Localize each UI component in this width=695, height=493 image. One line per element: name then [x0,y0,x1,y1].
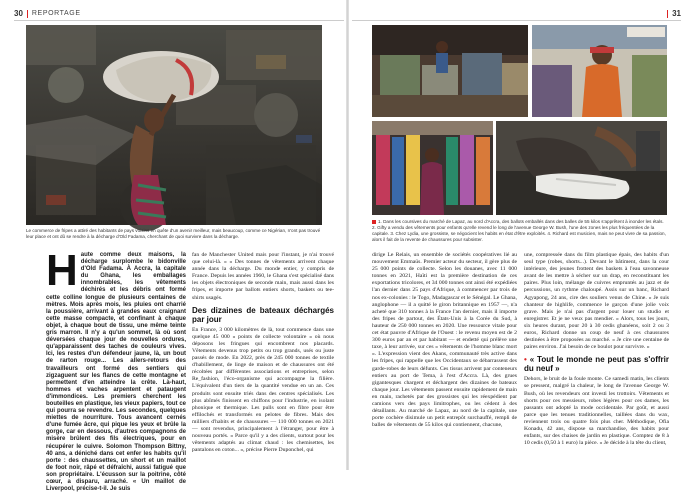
right-caption-text: 1. Dans les coursives du marché de Lapaz, au nord d'Accra, des ballots emballés dans des balles de 55 kilos s'apprêtent à inonder les étals. 2. Gifty a vendu des vêtements pour enfants qu'elle revend le long de l'avenue George W. Bush, l'une des zones les plus fréquentées de la capitale. 3. Chez Lydia, une grossiste, se négocient les habits en état d'être exploités. 4. Richard est musicien, mais ne peut vivre de sa passion, alors il fait de la revente de chaussures pour subsister. [372,219,666,242]
left-folio [14,9,81,18]
right-header-rule [352,20,681,21]
article-subheading-text: « Tout le monde ne peut pas s'offrir du neuf » [524,355,669,374]
right-page-number: 31 [672,9,681,18]
left-photo-caption: Le commerce de fripes a attiré des habitants de pays voisins en quête d'un avenir meilleur, mais beaucoup, comme ce Nigérian, n'ont pas trouvé leur place et ont dû se rendre à la décharge d'Old Fadama, cherchant de quoi survivre dans la décharge. [26,228,321,239]
article-subheading: Des dizaines de bateaux déchargés par jour [192,305,334,324]
subhead-bullet: • [524,355,530,365]
right-text-column-1 [372,252,517,466]
dump-site-photo [26,25,322,225]
right-text-column-2 [524,252,669,466]
article-body: En France, 3 000 kilomètres de là, tout commence dans une quelque 45 000 « points de collecte volontaire » où nous déposons les fringues qui encombrent nos placards. Vêtements devenus trop petits ou trop grands, usés ou juste passés de mode. En 2022, près de 245 000 tonnes de textile d'habillement, de linge de maison et de chaussures ont été récoltées par différentes associations et entreprises, selon Re_fashion, l'éco-organisme qui accompagne la filière. L'équivalent d'un tiers de la quantité vendue en un an. Ces produits sont ensuite triés dans des centres spécialisés. Les plus abîmés finissent en chiffons pour l'industrie, en isolant phonique et thermique. Les pulls sont en fibre pour être effilochés et transformés en pelotes de fibres. Mais des milliers d'habits et de chaussures — 110 000 tonnes en 2021 — sont revendus, principalement à l'étranger, pour être à nouveau portés. « Parce qu'il y a des clients, surtout pour les vêtements adaptés au climat chaud : les chemisettes, les pantalons en coton... », précise Pierre Duponchel, qui [192,326,334,454]
right-photo-caption [372,219,668,243]
left-page-number: 30 [14,9,23,18]
left-text-column-2 [192,252,334,466]
dump-site-illustration [26,25,322,225]
article-body: fan de Manchester United mais pour l'instant, je n'ai trouvé que celui-là. » « Des tonnes de vêtements arrivent chaque année dans la décharge. Du monde entier, y compris de France. Depuis les années 1960, le Ghana s'est spécialisé dans les objets électroniques de seconde main, mais aussi dans les fripes, et importe par ballots entiers shorts, baskets ou tee-shirts usagés. [192,252,334,301]
article-body: une, compressée dans du film plastique épais, des habits d'un seul type (robes, shorts...). Devant le bâtiment, dans la cour intérieure, des jeunes frottent des baskets à l'eau savonneuse avant de les mettre à sécher sur un drap, en reconstituant les paires. Plus loin, mélange de cuivres empruntés au jazz et de percussions, un rythme chaloupé. Assis sur un banc, Richard Agyapong, 24 ans, cire des souliers venus de Chine. « Je suis chanteur de highlife, commence le garçon d'une jolie voix grave. Mais je n'ai pas d'argent pour louer un studio et enregistrer. Et je ne veux pas mendier. » Alors, tous les jours, six heures durant, pour 20 à 30 cedis ghanéens, soit 2 ou 3 euros, Richard donne un coup de neuf à ces chaussures destinées à être proposées au marché. « Je cire une centaine de paires environ. J'ai besoin de ce boulot pour survivre. » [524,252,669,351]
clothes-rack-illustration [372,121,493,215]
left-header-rule [14,20,344,21]
folio-divider [27,10,28,18]
gifty-vendor-illustration [532,25,667,117]
photo-2-gifty-vendor [532,25,667,117]
right-folio [667,9,681,18]
section-label: REPORTAGE [31,10,81,17]
article-body: dirige Le Relais, un ensemble de sociétés coopératives lié au mouvement Emmaüs. Premier acteur du secteur, il gère plus de 25 000 points de collecte. Selon les douanes, avec 11 000 tonnes en 2021, Haïti est la première destination de ces exportations tricolores, et 34 000 tonnes ont ainsi été expédiées l'an dernier dans 25 pays d'Afrique, à commencer par trois de nos ex-colonies : le Togo, Madagascar et le Sénégal. Le Ghana, anglophone — il a quitté le giron britannique en 1957 —, n'a acheté que 310 tonnes à la France l'an dernier, mais il importe des fripes de partout, des États-Unis à la Corée du Sud, à hauteur de 250 000 tonnes en 2020. Une ressource vitale pour cet état pauvre d'Afrique de l'Ouest : le revenu moyen est de 2 300 euros par an et par habitant — et endetté qui prélève une taxe, à leur arrivée, sur ces « vêtements de l'homme blanc mort ». L'expression vient des Akans, communauté très active dans les fripes, qui rappelle que les Occidentaux se débarrassent des garde-robes de leurs défunts. Ces tissus arrivent par conteneurs entiers au port de Tema, à l'est d'Accra. Là, des grues gigantesques chargent et déchargent des dizaines de bateaux chaque jour. Les vêtements passent ensuite rapidement de main en main, rachetés par des grossistes qui les réexpédient par camions vers des pays limitrophes, ou les cèdent à des détaillants. Au marché de Lapaz, au nord de la capitale, une porte cochère disimule un petit entrepôt surchauffé, rempli de balles de vêtements de 55 kilos qui contiennent, chacune, [372,252,517,429]
shoe-shining-illustration [496,121,667,215]
drop-cap: H [46,246,78,295]
photo-1-lapaz-market [372,25,528,117]
photo-3-lydia-wholesaler [372,121,493,215]
article-subheading [524,355,669,373]
article-body: Dehors, le bruit de la foule monte. Ce samedi matin, les clients se pressent, malgré la chaleur, le long de l'avenue George W. Bush, où les revendeurs ont investi les trottoirs. Vêtements et shorts pour ces messieurs, robes légères pour ces dames, les passants ont adopté la mode occidentale. Par goût, et aussi parce que les tenues traditionnelles, taillées dans du wax, reviennent trois ou quatre fois plus cher. Méthodique, Ofia Konadu, 42 ans, dispose sa marchandise, des habits pour enfants, sur des chaises de jardin en plastique. Comptez de 8 à 10 cedis (0,50 à 1 euro) la pièce. « Je décide à la tête du client, [524,376,669,447]
caption-marker-icon [372,220,376,224]
article-body: aute comme deux maisons, la décharge surplombe le bidonville d'Old Fadama. À Accra, la capitale du Ghana, les emballages innombrables, les vêtements déchirés et les débris ont formé cette colline longue de plusieurs centaines de mètres. Mois après mois, les pluies ont charrié la poussière, arrivant à grandes eaux craignant cette masse compacte, et confinant à chaque objet, à chaque bout de tissu, une même teinte gris marron. Il n'y a qu'un sommet, là où sont déversées chaque jour de nouvelles ordures, qu'apparaissent des taches de couleurs vives. Ici, les restes d'un défendeur jaune, là, un bout de rarton rouge... Les allers-retours des travailleurs ont formé des sentiers qui zigzaguent sur les flancs de cette montagne et permettent d'en atteindre la crête. Là-haut, hommes et vaches arpentent et pataugent d'immondices. Les premiers cherchent les bouteilles en plastique, les vieux papiers, tout ce qui pourra se revendre. Les secondes, quelques miettes de nourriture. Tous avancent cernés d'une fumée âcre, qui pique les yeux et brûle la gorge, car en dessous, d'autres compagnons de misère brûlent des fils électriques, pour en récupérer le cuivre. Solomon Thompson Bittny, 40 ans, a déniché dans cet enfer les habits qu'il porte : des chaussettes, un short et un maillot de foot noir, râpé et défraîchi, aussi fatigué que son propriétaire. L'écusson sur la poitrine, côté cœur, a disparu, arraché. « Un maillot de Liverpool, précise-t-il. Je suis [46,252,186,493]
left-text-column-1 [46,246,186,493]
photo-4-richard-shoes [496,121,667,215]
folio-divider [667,10,668,18]
market-bales-illustration [372,25,528,117]
spine-gutter [346,0,349,470]
